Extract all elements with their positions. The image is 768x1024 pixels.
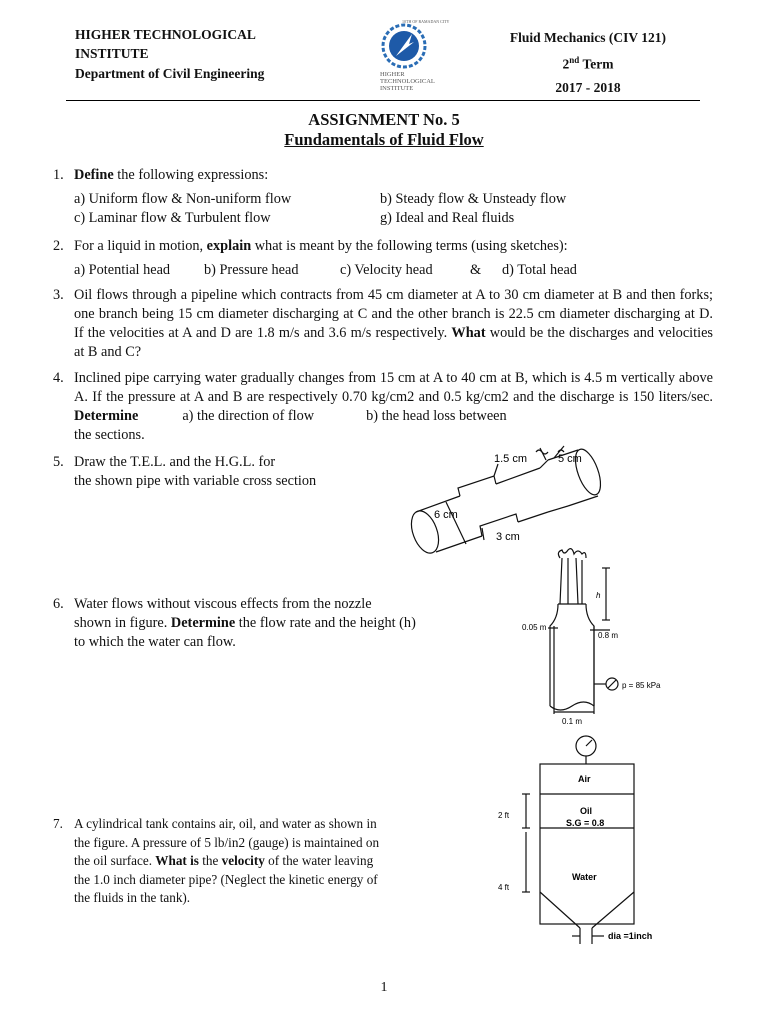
nozzle-label-0-8m: 0.8 m — [598, 631, 619, 640]
q2-option-b: b) Pressure head — [204, 262, 299, 278]
nozzle-label-h: h — [596, 591, 601, 600]
pipe-label-5cm: 5 cm — [558, 453, 582, 465]
institute-name-line1: HIGHER TECHNOLOGICAL — [75, 27, 256, 42]
question-1: 1. Define the following expressions: — [53, 167, 269, 183]
institute-logo — [378, 18, 458, 99]
pipe-label-1-5cm: 1.5 cm — [494, 453, 528, 465]
q2-ampersand: & — [470, 262, 482, 278]
assignment-title: ASSIGNMENT No. 5 — [308, 110, 460, 129]
logo-top-text: 10TH OF RAMADAN CITY — [402, 19, 450, 24]
tank-label-dia: dia =1inch — [608, 931, 653, 941]
header-divider — [66, 100, 700, 101]
term-label: 2nd Term — [562, 55, 614, 72]
assignment-subtitle: Fundamentals of Fluid Flow — [284, 130, 484, 149]
tank-figure — [488, 732, 708, 962]
logo-text-1: HIGHER — [380, 71, 405, 78]
q1-option-b: b) Steady flow & Unsteady flow — [380, 191, 567, 207]
tank-label-oil: Oil — [580, 806, 593, 816]
nozzle-label-0-1m: 0.1 m — [562, 717, 583, 726]
stepped-pipe-figure — [398, 440, 608, 560]
q2-option-c: c) Velocity head — [340, 262, 433, 278]
question-3: 3. Oil flows through a pipeline which contracts from 45 cm diameter at A to 30 cm diameter at B and then forks; one branch being 15 cm diameter discharging at C and the other branch is 22.5 cm diameter discharging at D. If the velocities at A and D are 1.8 m/s and 3.6 m/s respectively. What would be the discharges and velocities at B and C? — [53, 287, 713, 360]
department-name: Department of Civil Engineering — [75, 66, 265, 81]
nozzle-label-pressure: p = 85 kPa — [622, 681, 661, 690]
course-title: Fluid Mechanics (CIV 121) — [509, 30, 667, 45]
q2-option-a: a) Potential head — [74, 262, 171, 278]
question-5: 5. Draw the T.E.L. and the H.G.L. for the shown pipe with variable cross section — [53, 454, 317, 489]
q1-option-c: c) Laminar flow & Turbulent flow — [74, 210, 271, 226]
academic-year: 2017 - 2018 — [555, 79, 621, 95]
q2-option-d: d) Total head — [502, 262, 577, 278]
assignment-subtitle-wrap — [0, 130, 768, 150]
tank-label-2ft: 2 ft — [498, 811, 510, 820]
question-4: 4. Inclined pipe carrying water gradually changes from 15 cm at A to 40 cm at B, which is 4.5 m vertically above A. If the pressure at A and B are respectively 0.70 kg/cm2 and 0.5 kg/cm2 and the discharge is 150 liters/sec. Determine a) the direction of flow b) the head loss between the sections. — [53, 370, 713, 443]
nozzle-figure — [518, 548, 698, 728]
tank-label-air: Air — [578, 774, 591, 784]
institute-name-line2: INSTITUTE — [75, 45, 149, 61]
course-block — [498, 26, 678, 99]
page-number: 1 — [380, 980, 388, 995]
q1-option-g: g) Ideal and Real fluids — [380, 210, 515, 226]
nozzle-label-0-05m: 0.05 m — [522, 623, 547, 632]
q1-option-a: a) Uniform flow & Non-uniform flow — [74, 191, 292, 207]
tank-label-water: Water — [572, 872, 597, 882]
pipe-label-3cm: 3 cm — [496, 531, 520, 543]
tank-label-sg: S.G = 0.8 — [566, 818, 605, 828]
question-6: 6. Water flows without viscous effects from the nozzle shown in figure. Determine the flow rate and the height (h) to which the water can flow. — [53, 596, 416, 650]
logo-text-3: INSTITUTE — [380, 85, 414, 92]
institute-block — [75, 26, 264, 84]
logo-text-2: TECHNOLOGICAL — [380, 78, 435, 85]
question-2: 2. For a liquid in motion, explain what is meant by the following terms (using sketches): — [53, 238, 568, 254]
question-7: 7. A cylindrical tank contains air, oil, and water as shown in the figure. A pressure of 5 lb/in2 (gauge) is maintained on the oil surface. What is the velocity of the water leaving the 1.0 inch diameter pipe? (Neglect the kinetic energy of the fluids in the tank). — [53, 816, 380, 905]
pipe-label-6cm: 6 cm — [434, 509, 458, 521]
tank-label-4ft: 4 ft — [498, 883, 510, 892]
